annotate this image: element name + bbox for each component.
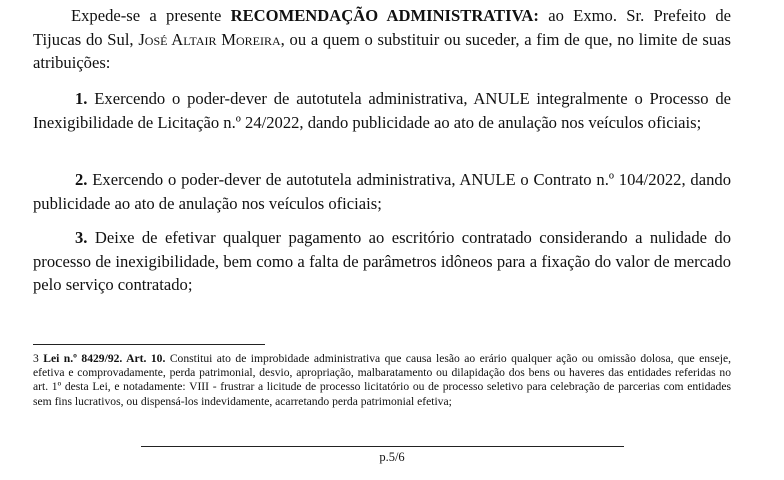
intro-text-3: , ou a quem o substituir ou suceder, a fim de que, no limite de suas atribuições: [33,29,732,73]
item-number: 3. [75,228,88,247]
intro-paragraph [33,4,731,75]
item-text: Exercendo o poder-dever de autotutela administrativa, ANULE integralmente o Processo de Inexigibilidade de Licitação n.º 24/2022, dando publicidade ao ato de anulação nos veículos oficiais; [33,89,732,132]
item-text: Exercendo o poder-dever de autotutela administrativa, ANULE o Contrato n.º 104/2022, dando publicidade ao ato de anulação nos veículos oficiais; [33,170,731,213]
footnote-separator [33,344,265,345]
footnote-law-reference: Lei n.º 8429/92. Art. 10. [43,352,166,365]
recommendation-item-3 [33,226,731,297]
footnote-marker: 3 [33,352,39,365]
recommendation-item-1 [33,87,731,134]
footer-separator [141,446,624,447]
page-number: p.5/6 [379,450,405,464]
footnote-text: Constitui ato de improbidade administrativa que causa lesão ao erário qualquer ação ou omissão dolosa, que enseje, efetiva e comprovadamente, perda patrimonial, desvio, apropriação, malbaratamento ou dilapidação dos bens ou haveres das entidades referidas no art. 1º desta Lei, e notadamente: VIII - frustrar a licitude de processo licitatório ou de processo seletivo para celebração de parcerias com entidades sem fins lucrativos, ou dispensá-los indevidamente, acarretando perda patrimonial efetiva; [33,352,731,408]
footnote [33,352,731,409]
mayor-name: José Altair Moreira [138,29,281,49]
recommendation-title: RECOMENDAÇÃO ADMINISTRATIVA: [230,6,539,25]
item-number: 1. [75,89,88,108]
intro-text-2: ao Exmo. Sr. Prefeito de Tijucas do Sul, [33,6,732,49]
item-text: Deixe de efetivar qualquer pagamento ao escritório contratado considerando a nulidade do processo de inexigibilidade, bem como a falta de parâmetros idôneos para a fixação do valor de mercado pelo serviço contratado; [33,228,731,295]
intro-text-1: Expede-se a presente [71,6,222,25]
recommendation-item-2 [33,168,731,215]
item-number: 2. [75,170,88,189]
